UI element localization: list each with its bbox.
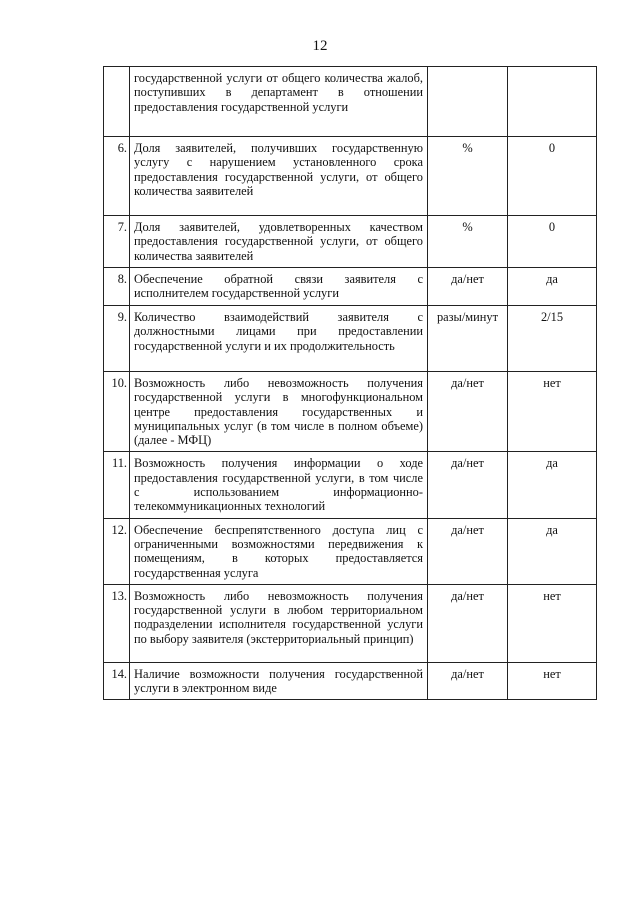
- unit-cell: [428, 67, 508, 137]
- value-cell: нет: [508, 584, 597, 662]
- table-row: [104, 137, 597, 216]
- row-number: [104, 67, 130, 137]
- indicator-text: Количество взаимодействий заявителя с должностными лицами при предоставлении государственной услуги и их продолжительность: [130, 306, 428, 372]
- value-cell: 2/15: [508, 306, 597, 372]
- unit-cell: да/нет: [428, 662, 508, 700]
- indicator-text: государственной услуги от общего количества жалоб, поступивших в департамент в отношении предоставления государственной услуги: [130, 67, 428, 137]
- value-cell: 0: [508, 137, 597, 216]
- value-cell: да: [508, 268, 597, 306]
- unit-cell: да/нет: [428, 372, 508, 452]
- row-number: 13.: [104, 584, 130, 662]
- value-cell: [508, 67, 597, 137]
- row-number: 10.: [104, 372, 130, 452]
- row-number: 12.: [104, 518, 130, 584]
- unit-cell: да/нет: [428, 518, 508, 584]
- table-row: [104, 584, 597, 662]
- unit-cell: да/нет: [428, 268, 508, 306]
- table-row: [104, 372, 597, 452]
- indicator-text: Обеспечение беспрепятственного доступа лиц с ограниченными возможностями передвижения к помещениям, в которых предоставляется государственная услуга: [130, 518, 428, 584]
- indicator-text: Наличие возможности получения государственной услуги в электронном виде: [130, 662, 428, 700]
- row-number: 11.: [104, 452, 130, 518]
- table-row: [104, 452, 597, 518]
- value-cell: да: [508, 452, 597, 518]
- table-row: [104, 306, 597, 372]
- value-cell: нет: [508, 372, 597, 452]
- table-row: [104, 268, 597, 306]
- table-row: [104, 662, 597, 700]
- indicator-text: Доля заявителей, получивших государственную услугу с нарушением установленного срока предоставления государственной услуги, от общего количества заявителей: [130, 137, 428, 216]
- page-number: 12: [312, 38, 328, 54]
- unit-cell: %: [428, 216, 508, 268]
- indicators-table: [103, 66, 597, 700]
- unit-cell: %: [428, 137, 508, 216]
- unit-cell: да/нет: [428, 584, 508, 662]
- unit-cell: разы/минут: [428, 306, 508, 372]
- row-number: 6.: [104, 137, 130, 216]
- indicator-text: Доля заявителей, удовлетворенных качеством предоставления государственной услуги, от общего количества заявителей: [130, 216, 428, 268]
- unit-cell: да/нет: [428, 452, 508, 518]
- value-cell: 0: [508, 216, 597, 268]
- indicator-text: Возможность либо невозможность получения государственной услуги в любом территориальном подразделении исполнителя государственной услуги по выбору заявителя (экстерриториальный принцип): [130, 584, 428, 662]
- table-row: [104, 216, 597, 268]
- row-number: 7.: [104, 216, 130, 268]
- indicator-text: Возможность либо невозможность получения государственной услуги в многофункциональном центре предоставления государственных и муниципальных услуг (в том числе в полном объеме) (далее - МФЦ): [130, 372, 428, 452]
- row-number: 9.: [104, 306, 130, 372]
- indicator-text: Возможность получения информации о ходе предоставления государственной услуги, в том числе с использованием информационно-телекоммуникационных технологий: [130, 452, 428, 518]
- row-number: 8.: [104, 268, 130, 306]
- table-row: [104, 67, 597, 137]
- row-number: 14.: [104, 662, 130, 700]
- value-cell: нет: [508, 662, 597, 700]
- table-row: [104, 518, 597, 584]
- value-cell: да: [508, 518, 597, 584]
- indicator-text: Обеспечение обратной связи заявителя с исполнителем государственной услуги: [130, 268, 428, 306]
